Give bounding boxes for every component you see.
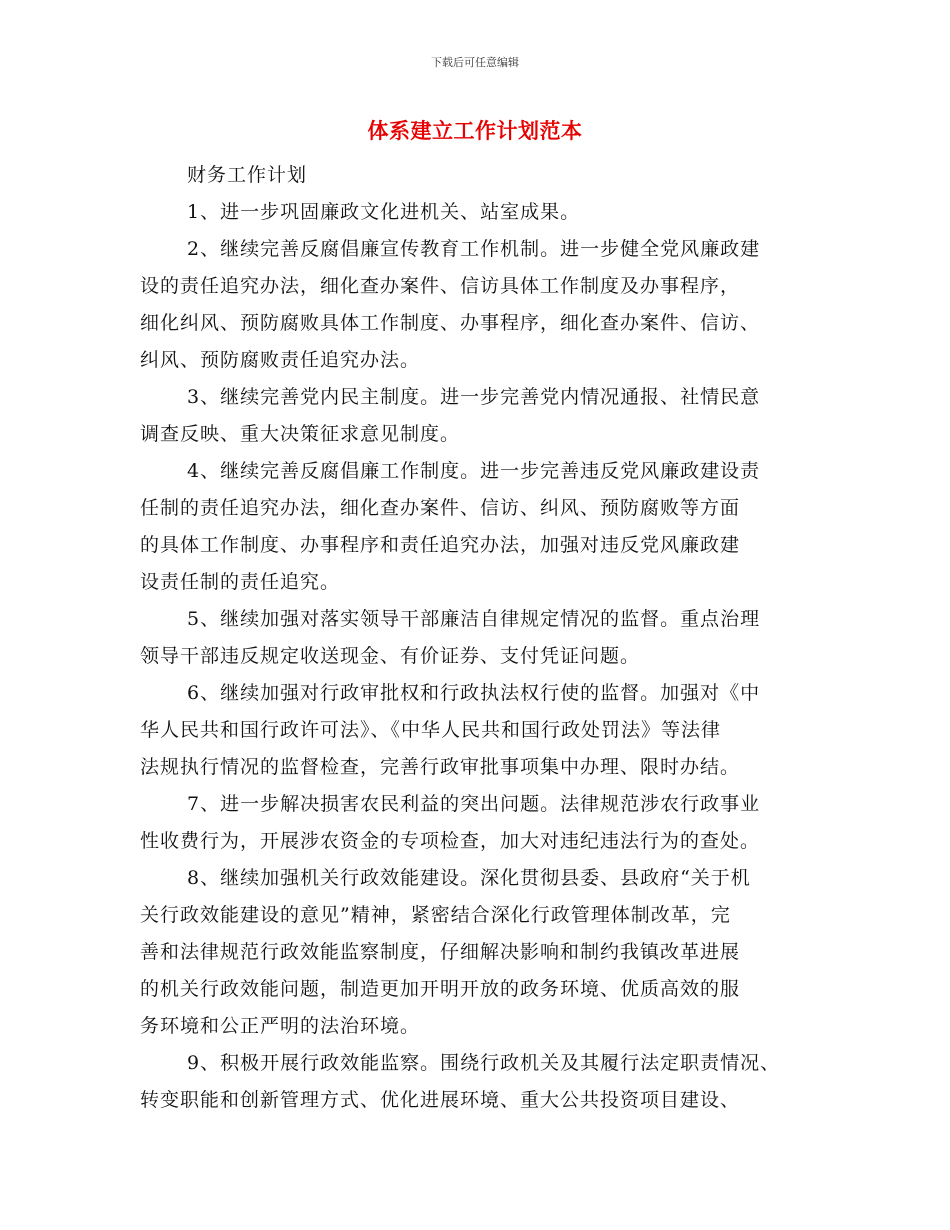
text-line: 6、继续加强对行政审批权和行政执法权行使的监督。加强对《中 <box>187 682 761 704</box>
text-line: 7、进一步解决损害农民利益的突出问题。法律规范涉农行政事业 <box>187 793 761 815</box>
text-line: 任制的责任追究办法，细化查办案件、信访、纠风、预防腐败等方面 <box>140 497 741 519</box>
text-line: 的机关行政效能问题，制造更加开明开放的政务环境、优质高效的服 <box>140 978 741 1000</box>
text-line: 细化纠风、预防腐败具体工作制度、办事程序，细化查办案件、信访、 <box>140 312 761 334</box>
text-line: 领导干部违反规定收送现金、有价证券、支付凭证问题。 <box>140 645 641 667</box>
text-line: 1、进一步巩固廉政文化进机关、站室成果。 <box>187 201 581 223</box>
text-line: 设责任制的责任追究。 <box>140 571 341 593</box>
text-line: 3、继续完善党内民主制度。进一步完善党内情况通报、社情民意 <box>187 386 761 408</box>
document-title: 体系建立工作计划范本 <box>367 119 583 143</box>
text-line: 法规执行情况的监督检查，完善行政审批事项集中办理、限时办结。 <box>140 756 741 778</box>
document-body <box>140 157 830 1119</box>
text-line: 5、继续加强对落实领导干部廉洁自律规定情况的监督。重点治理 <box>187 608 761 630</box>
text-line: 转变职能和创新管理方式、优化进展环境、重大公共投资项目建设、 <box>140 1089 741 1111</box>
text-line: 4、继续完善反腐倡廉工作制度。进一步完善违反党风廉政建设责 <box>187 460 761 482</box>
text-line: 调查反映、重大决策征求意见制度。 <box>140 423 461 445</box>
text-line: 的具体工作制度、办事程序和责任追究办法，加强对违反党风廉政建 <box>140 534 741 556</box>
header-note: 下载后可任意编辑 <box>431 56 519 69</box>
text-line: 设的责任追究办法，细化查办案件、信访具体工作制度及办事程序， <box>140 275 741 297</box>
text-line: 务环境和公正严明的法治环境。 <box>140 1015 421 1037</box>
text-line: 9、积极开展行政效能监察。围绕行政机关及其履行法定职责情况、 <box>187 1052 781 1074</box>
text-line: 华人民共和国行政许可法》、《中华人民共和国行政处罚法》等法律 <box>140 719 722 741</box>
text-line: 8、继续加强机关行政效能建设。深化贯彻县委、县政府“关于机 <box>187 867 751 889</box>
text-line: 财务工作计划 <box>187 164 308 186</box>
text-line: 纠风、预防腐败责任追究办法。 <box>140 349 421 371</box>
text-line: 善和法律规范行政效能监察制度，仔细解决影响和制约我镇改革进展 <box>140 941 741 963</box>
text-line: 性收费行为，开展涉农资金的专项检查，加大对违纪违法行为的查处。 <box>140 830 761 852</box>
text-line: 关行政效能建设的意见”精神，紧密结合深化行政管理体制改革，完 <box>140 904 731 926</box>
text-line: 2、继续完善反腐倡廉宣传教育工作机制。进一步健全党风廉政建 <box>187 238 761 260</box>
